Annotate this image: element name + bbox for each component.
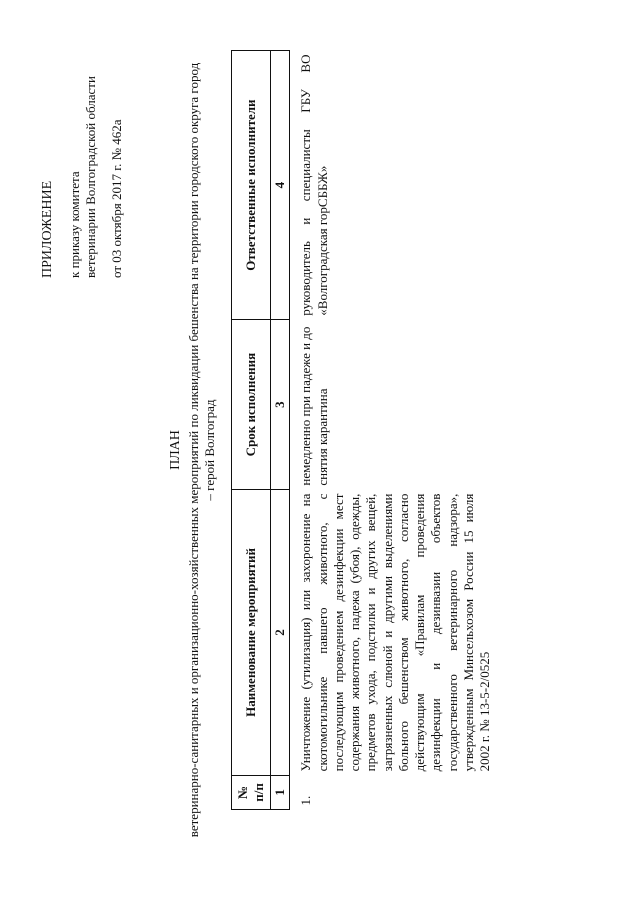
table-row bbox=[290, 51, 496, 810]
appendix-date: от 03 октября 2017 г. № 462а bbox=[109, 119, 124, 278]
plan-heading bbox=[167, 20, 218, 880]
column-number: 1 bbox=[271, 775, 290, 809]
appendix-title: ПРИЛОЖЕНИЕ bbox=[40, 180, 55, 278]
column-number: 2 bbox=[271, 490, 290, 776]
row-term: немедленно при падеже и до снятия карантина bbox=[298, 326, 330, 486]
header-number: № п/п bbox=[232, 775, 271, 809]
plan-title: ПЛАН bbox=[168, 430, 183, 470]
plan-table bbox=[231, 50, 495, 810]
rotated-document bbox=[35, 20, 615, 880]
header-measures: Наименование мероприятий bbox=[232, 490, 271, 776]
row-number: 1. bbox=[298, 795, 314, 806]
row-executor: руководитель и специалисты ГБУ ВО «Волгоградская горСББЖ» bbox=[298, 54, 330, 316]
plan-subtitle: ветеринарно-санитарных и организационно-хозяйственных мероприятий по ликвидации бешенства на территории городского округа город – герой Волгоград bbox=[185, 62, 217, 838]
appendix-line-2: ветеринарии Волгоградской области bbox=[82, 76, 98, 278]
appendix-block bbox=[39, 48, 125, 278]
table-header-row bbox=[232, 51, 271, 810]
column-number-row bbox=[271, 51, 290, 810]
header-term: Срок исполнения bbox=[232, 320, 271, 490]
row-measure: Уничтожение (утилизация) или захоронение на скотомогильнике павшего животного, с последующим проведением дезинфекции мест содержания животного, падежа (убоя), одежды, предметов ухода, подстилки и других вещей, загрязненных слюной и другими выделениями больного бешенством животного, согласно действующим «Правилам проведения дезинфекции и дезинвазии объектов государственного ветеринарного надзора», утвержденным Минсельхозом России 15 июля 2002 г. № 13-5-2/0525 bbox=[298, 493, 492, 772]
column-number: 4 bbox=[271, 51, 290, 320]
header-executors: Ответственные исполнители bbox=[232, 51, 271, 320]
appendix-line-1: к приказу комитета bbox=[66, 171, 82, 278]
column-number: 3 bbox=[271, 320, 290, 490]
